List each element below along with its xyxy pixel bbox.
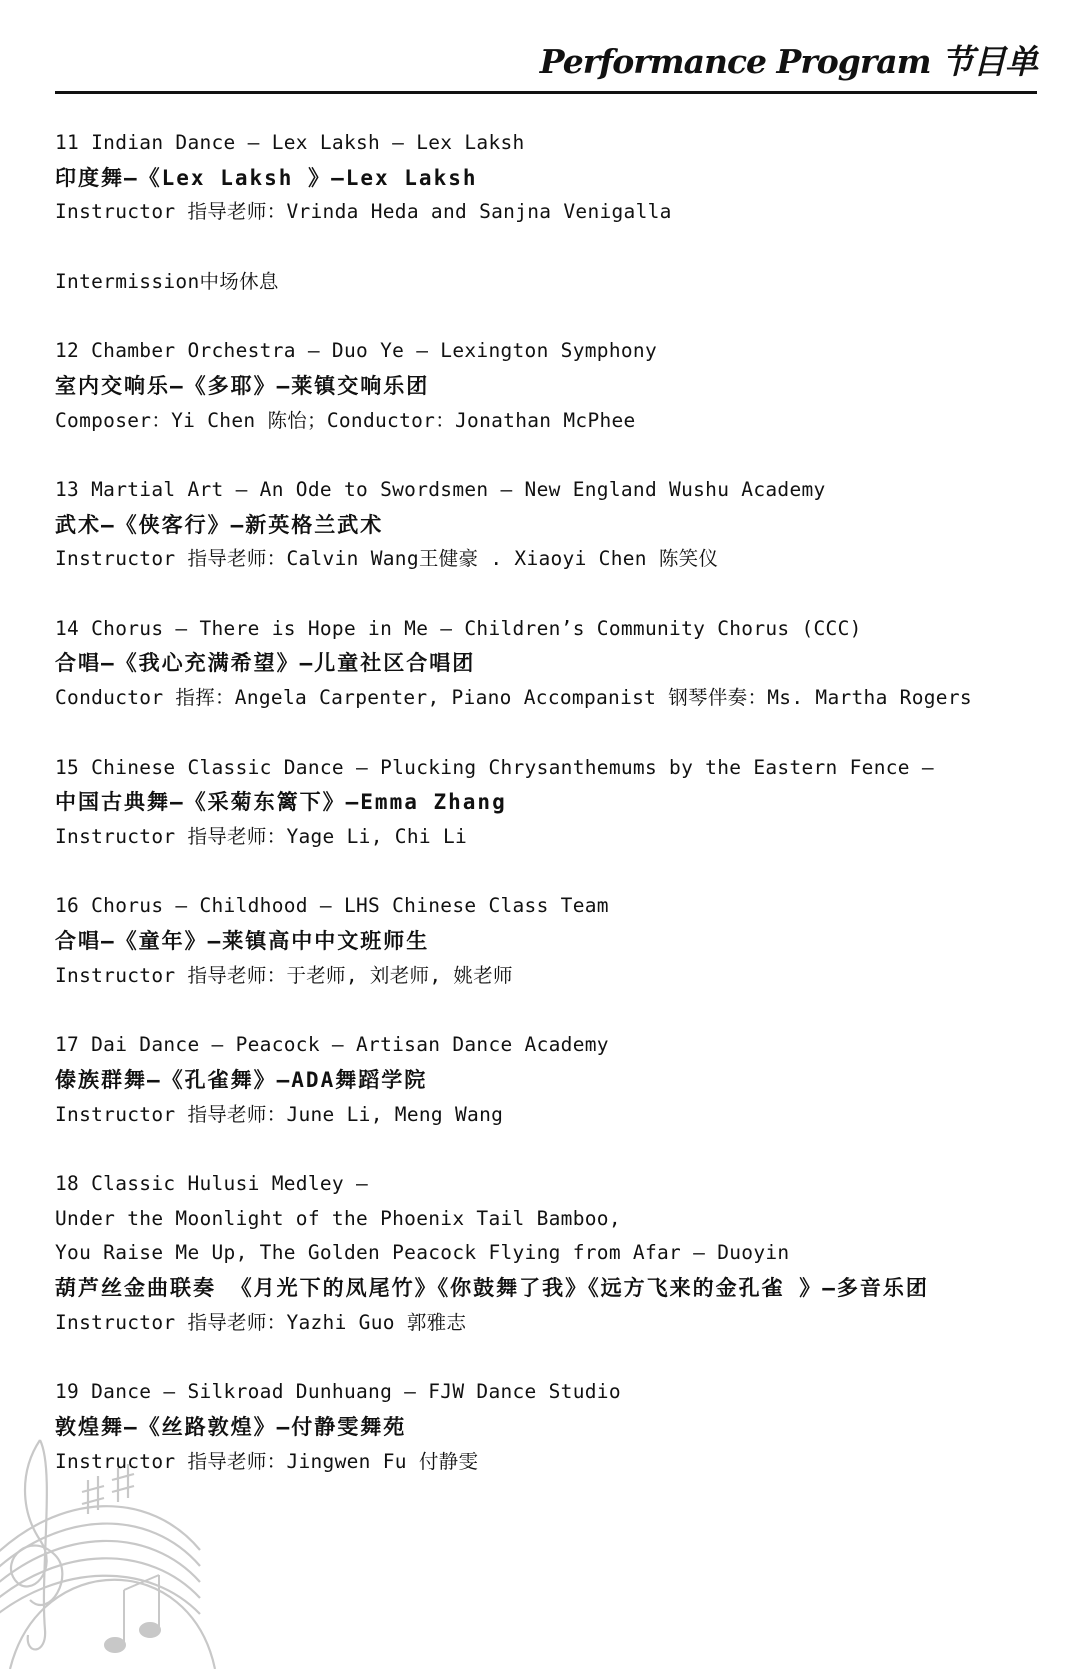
entry-title-en: 17 Dai Dance — Peacock — Artisan Dance Academy [55, 1033, 609, 1057]
entry-title-en: 16 Chorus — Childhood — LHS Chinese Class Team [55, 894, 609, 918]
entry-credits: Instructor 指导老师：Calvin Wang王健豪 . Xiaoyi Chen 陈笑仪 [55, 547, 719, 571]
entry-title-cn: 室内交响乐—《多耶》—莱镇交响乐团 [55, 373, 430, 398]
entry-title-en-cont: You Raise Me Up, The Golden Peacock Flying from Afar — Duoyin [55, 1241, 790, 1265]
program-entry-13 [55, 473, 1045, 577]
treble-clef-icon [11, 1440, 62, 1649]
page-header [55, 30, 1037, 94]
entry-credits: Instructor 指导老师：于老师, 刘老师, 姚老师 [55, 963, 513, 987]
entry-title-en: 12 Chamber Orchestra — Duo Ye — Lexington Symphony [55, 339, 657, 363]
entry-title-en-cont: Under the Moonlight of the Phoenix Tail Bamboo, [55, 1206, 621, 1230]
music-notes-decoration [0, 1430, 220, 1669]
circle-arc [10, 1580, 215, 1669]
entry-title-en: 13 Martial Art — An Ode to Swordsmen — New England Wushu Academy [55, 477, 826, 501]
entry-title-cn: 傣族群舞—《孔雀舞》—ADA舞蹈学院 [55, 1067, 428, 1092]
header-divider [55, 91, 1037, 94]
entry-credits: Instructor 指导老师：Yazhi Guo 郭雅志 [55, 1310, 467, 1334]
entry-credits: Instructor 指导老师：Jingwen Fu 付静雯 [55, 1449, 479, 1473]
entry-title-en: 15 Chinese Classic Dance — Plucking Chrysanthemums by the Eastern Fence — [55, 755, 934, 779]
entry-credits: Composer：Yi Chen 陈怡；Conductor：Jonathan McPhee [55, 408, 636, 432]
intermission-label: Intermission中场休息 [55, 269, 279, 293]
entry-title-cn: 葫芦丝金曲联奏 《月光下的凤尾竹》《你鼓舞了我》《远方飞来的金孔雀 》—多音乐团 [55, 1276, 929, 1301]
sharp-icon [112, 1464, 134, 1502]
program-entry-16 [55, 889, 1045, 993]
entry-credits: Instructor 指导老师：Vrinda Heda and Sanjna Venigalla [55, 200, 672, 224]
entry-title-cn: 合唱—《童年》—莱镇高中中文班师生 [55, 929, 430, 954]
program-entry-18 [55, 1167, 1045, 1341]
page-title: Performance Program 节目单 [539, 42, 1037, 81]
entry-title-en: 11 Indian Dance — Lex Laksh — Lex Laksh [55, 131, 525, 154]
music-note-icon [105, 1638, 125, 1652]
program-entry-14 [55, 612, 1045, 716]
entry-title-cn: 中国古典舞—《采菊东篱下》—Emma Zhang [55, 790, 507, 815]
entry-title-cn: 武术—《侠客行》—新英格兰武术 [55, 512, 384, 537]
entry-title-en: 14 Chorus — There is Hope in Me — Children’s Community Chorus (CCC) [55, 616, 862, 640]
entry-title-en: 19 Dance — Silkroad Dunhuang — FJW Dance Studio [55, 1380, 621, 1404]
program-list [55, 126, 1045, 1514]
program-entry-15 [55, 751, 1045, 855]
entry-credits: Instructor 指导老师：June Li, Meng Wang [55, 1102, 504, 1126]
entry-title-cn: 印度舞—《Lex Laksh 》—Lex Laksh [55, 165, 478, 190]
entry-title-cn: 合唱—《我心充满希望》—儿童社区合唱团 [55, 651, 476, 676]
intermission [55, 265, 1045, 300]
entry-credits: Instructor 指导老师：Yage Li, Chi Li [55, 824, 468, 848]
music-note-icon [140, 1623, 160, 1637]
program-entry-17 [55, 1028, 1045, 1132]
entry-title-cn: 敦煌舞—《丝路敦煌》—付静雯舞苑 [55, 1414, 407, 1439]
program-entry-12 [55, 334, 1045, 438]
program-entry-11 [55, 126, 1045, 230]
entry-credits: Conductor 指挥：Angela Carpenter, Piano Accompanist 钢琴伴奏：Ms. Martha Rogers [55, 686, 972, 710]
entry-title-en: 18 Classic Hulusi Medley — [55, 1171, 369, 1195]
